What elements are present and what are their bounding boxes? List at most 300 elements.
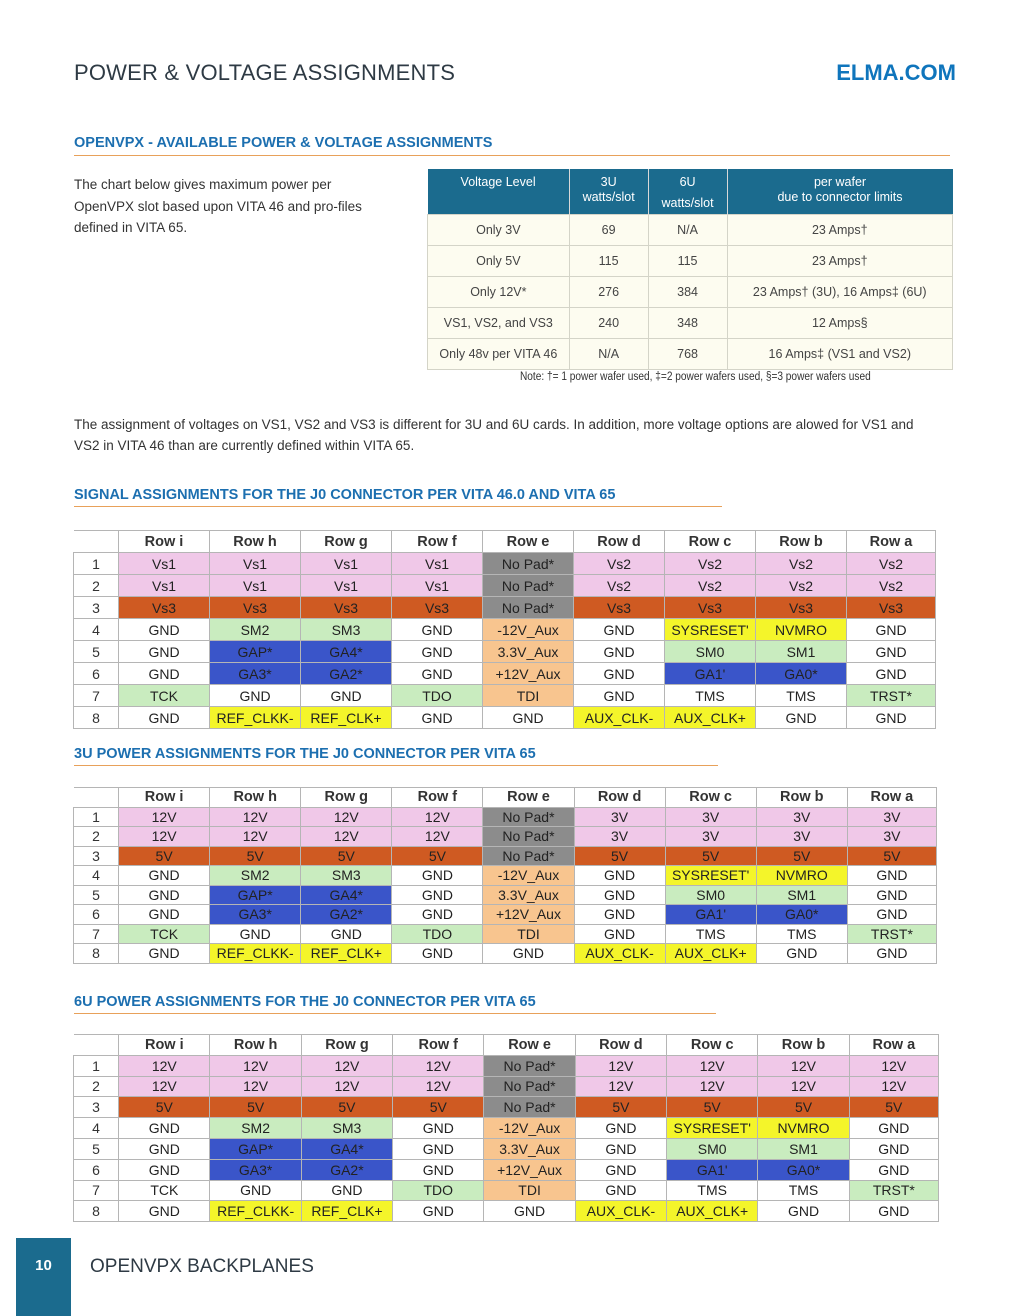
pin-cell: TDO <box>392 685 483 707</box>
pin-cell: REF_CLK+ <box>301 944 392 964</box>
pin-cell: 12V <box>393 1055 484 1076</box>
pin-cell: Vs2 <box>756 553 847 575</box>
pin-cell: TCK <box>119 1180 210 1201</box>
pin-cell: 12V <box>849 1076 938 1097</box>
header-line: 3U <box>600 175 617 189</box>
pin-cell: GND <box>119 866 210 886</box>
power-table-cell: 240 <box>569 308 648 339</box>
footer-label: OPENVPX BACKPLANES <box>90 1256 314 1277</box>
pin-row-number: 3 <box>74 597 119 619</box>
pin-cell: 3V <box>665 827 756 847</box>
pin-cell: No Pad* <box>483 575 574 597</box>
pin-cell: 3V <box>756 827 847 847</box>
pin-row-number: 3 <box>74 846 119 866</box>
power-table-cell: N/A <box>569 339 648 370</box>
pin-cell: 3.3V_Aux <box>483 885 574 905</box>
pin-cell: GND <box>119 663 210 685</box>
pin-table-header-cell: Row g <box>301 788 392 808</box>
page-number-tab <box>16 1238 71 1316</box>
pin-cell: 5V <box>667 1097 758 1118</box>
pin-cell: GAP* <box>210 641 301 663</box>
table-note: Note: †= 1 power wafer used, ‡=2 power wafers used, §=3 power wafers used <box>520 371 871 383</box>
pin-table-row <box>74 1180 939 1201</box>
pin-cell: GND <box>574 663 665 685</box>
pin-cell: 12V <box>119 807 210 827</box>
pin-cell: GND <box>574 924 665 944</box>
pin-cell: 12V <box>210 1055 301 1076</box>
pin-row-number: 1 <box>74 553 119 575</box>
pin-cell: 3V <box>574 827 665 847</box>
pin-cell: 5V <box>119 846 210 866</box>
power-6u-table <box>73 1034 939 1222</box>
pin-row-number: 2 <box>74 1076 119 1097</box>
pin-cell: 3V <box>574 807 665 827</box>
pin-cell: Vs1 <box>301 553 392 575</box>
pin-row-number: 6 <box>74 905 119 925</box>
pin-table-row <box>74 807 937 827</box>
pin-cell: Vs3 <box>847 597 936 619</box>
pin-cell: 3V <box>847 807 936 827</box>
pin-table-row <box>74 827 937 847</box>
pin-table-header-cell <box>74 1035 119 1056</box>
pin-cell: 12V <box>393 1076 484 1097</box>
pin-cell: GND <box>575 1118 666 1139</box>
pin-cell: TMS <box>756 924 847 944</box>
pin-table-header-cell: Row d <box>574 531 665 553</box>
power-table-header-cell <box>569 169 648 215</box>
pin-table-header-cell: Row c <box>665 788 756 808</box>
pin-cell: No Pad* <box>483 846 574 866</box>
pin-cell: GND <box>392 885 483 905</box>
pin-table-row <box>74 1159 939 1180</box>
pin-table-row <box>74 885 937 905</box>
power-table-header-cell <box>727 169 952 215</box>
pin-table-row <box>74 707 936 729</box>
pin-cell: GND <box>393 1201 484 1222</box>
pin-table-row <box>74 641 936 663</box>
pin-table-row <box>74 1118 939 1139</box>
header-line: 6U <box>679 175 696 189</box>
page-number: 10 <box>35 1257 52 1274</box>
pin-table-row <box>74 1201 939 1222</box>
pin-cell: GND <box>119 707 210 729</box>
header-line: due to connector limits <box>777 190 903 204</box>
pin-cell: GND <box>392 944 483 964</box>
pin-cell: SM3 <box>301 866 392 886</box>
pin-cell: GND <box>847 619 936 641</box>
pin-cell: 12V <box>210 807 301 827</box>
pin-cell: 12V <box>575 1076 666 1097</box>
pin-cell: GND <box>574 685 665 707</box>
pin-cell: 12V <box>392 807 483 827</box>
pin-cell: SM1 <box>756 641 847 663</box>
pin-row-number: 5 <box>74 641 119 663</box>
pin-cell: 12V <box>210 1076 301 1097</box>
page-title: POWER & VOLTAGE ASSIGNMENTS <box>74 60 456 85</box>
pin-cell: GND <box>119 1201 210 1222</box>
pin-cell: TMS <box>667 1180 758 1201</box>
pin-cell: GA1' <box>665 663 756 685</box>
pin-row-number: 7 <box>74 685 119 707</box>
pin-cell: 5V <box>665 846 756 866</box>
pin-table-header-cell: Row b <box>756 788 847 808</box>
pin-table-header-cell: Row e <box>483 788 574 808</box>
pin-row-number: 1 <box>74 1055 119 1076</box>
voltage-paragraph: The assignment of voltages on VS1, VS2 and VS3 is different for 3U and 6U cards. In addition, more voltage options are alowed for VS1 and VS2 in VITA 46 than are currently defined within VITA 65. <box>74 417 914 453</box>
section-rule <box>74 506 722 507</box>
pin-cell: Vs3 <box>665 597 756 619</box>
pin-table-row <box>74 663 936 685</box>
pin-cell: GAP* <box>210 1138 301 1159</box>
pin-table-row <box>74 575 936 597</box>
pin-cell: Vs2 <box>847 575 936 597</box>
pin-cell: SM0 <box>667 1138 758 1159</box>
power-table <box>427 169 953 370</box>
pin-table-header <box>74 1035 939 1056</box>
pin-table-row <box>74 1076 939 1097</box>
pin-table-row <box>74 553 936 575</box>
pin-cell: SM2 <box>210 619 301 641</box>
pin-cell: GND <box>210 685 301 707</box>
pin-cell: +12V_Aux <box>483 905 574 925</box>
pin-cell: 12V <box>301 807 392 827</box>
pin-cell: GND <box>119 885 210 905</box>
power-table-cell: 23 Amps† (3U), 16 Amps‡ (6U) <box>727 277 952 308</box>
power-table-cell: 69 <box>569 215 648 246</box>
pin-cell: 5V <box>574 846 665 866</box>
pin-cell: No Pad* <box>483 597 574 619</box>
pin-cell: TDO <box>392 924 483 944</box>
pin-cell: REF_CLK+ <box>301 1201 392 1222</box>
pin-cell: 12V <box>210 827 301 847</box>
pin-cell: 12V <box>119 827 210 847</box>
pin-cell: GND <box>119 619 210 641</box>
pin-table-header-cell: Row e <box>484 1035 575 1056</box>
pin-cell: 5V <box>301 846 392 866</box>
pin-cell: 5V <box>849 1097 938 1118</box>
power-table-body <box>428 215 953 370</box>
pin-cell: SM2 <box>210 866 301 886</box>
pin-table-header-cell: Row f <box>392 531 483 553</box>
pin-cell: 12V <box>119 1076 210 1097</box>
pin-table-row <box>74 944 937 964</box>
power-table-cell: 12 Amps§ <box>727 308 952 339</box>
power-table-cell: Only 12V* <box>428 277 570 308</box>
pin-cell: REF_CLKK- <box>210 707 301 729</box>
pin-cell: GA0* <box>756 663 847 685</box>
pin-cell: 12V <box>301 827 392 847</box>
pin-cell: GND <box>119 905 210 925</box>
pin-cell: GND <box>119 1159 210 1180</box>
pin-table-header <box>74 788 937 808</box>
pin-cell: GND <box>847 905 936 925</box>
pin-cell: GA0* <box>756 905 847 925</box>
pin-table-header-cell: Row h <box>210 788 301 808</box>
pin-cell: GND <box>575 1159 666 1180</box>
pin-cell: 5V <box>575 1097 666 1118</box>
header-line: watts/slot <box>661 196 714 210</box>
site-link[interactable]: ELMA.COM <box>836 60 956 85</box>
pin-cell: GND <box>575 1138 666 1159</box>
pin-table-header-cell: Row c <box>665 531 756 553</box>
pin-cell: GA2* <box>301 663 392 685</box>
pin-cell: -12V_Aux <box>483 619 574 641</box>
pin-cell: 3V <box>847 827 936 847</box>
pin-cell: GND <box>301 1180 392 1201</box>
pin-table-row <box>74 924 937 944</box>
pin-cell: 12V <box>301 1055 392 1076</box>
power-table-row <box>428 277 953 308</box>
pin-cell: GND <box>119 1118 210 1139</box>
pin-cell: GA3* <box>210 1159 301 1180</box>
pin-cell: 5V <box>847 846 936 866</box>
pin-cell: Vs3 <box>210 597 301 619</box>
section-heading-power: OPENVPX - AVAILABLE POWER & VOLTAGE ASSIGNMENTS <box>74 135 493 151</box>
power-table-cell: 115 <box>569 246 648 277</box>
pin-cell: GA4* <box>301 641 392 663</box>
pin-table-header-cell: Row f <box>393 1035 484 1056</box>
pin-table-header-cell: Row g <box>301 531 392 553</box>
pin-cell: 5V <box>119 1097 210 1118</box>
pin-cell: GND <box>847 663 936 685</box>
pin-table-header-cell <box>74 531 119 553</box>
section-rule <box>74 155 950 156</box>
pin-cell: GND <box>849 1159 938 1180</box>
pin-cell: GND <box>574 866 665 886</box>
pin-cell: GND <box>484 1201 575 1222</box>
pin-row-number: 4 <box>74 866 119 886</box>
pin-row-number: 6 <box>74 1159 119 1180</box>
pin-row-number: 3 <box>74 1097 119 1118</box>
pin-cell: TDI <box>484 1180 575 1201</box>
pin-cell: 12V <box>119 1055 210 1076</box>
pin-table-header-cell: Row e <box>483 531 574 553</box>
pin-cell: GND <box>574 885 665 905</box>
pin-cell: GND <box>392 905 483 925</box>
power-table-cell: 23 Amps† <box>727 246 952 277</box>
pin-cell: GA1' <box>667 1159 758 1180</box>
pin-cell: TCK <box>119 924 210 944</box>
pin-cell: GND <box>393 1138 484 1159</box>
pin-cell: AUX_CLK+ <box>667 1201 758 1222</box>
pin-table-header-cell: Row f <box>392 788 483 808</box>
pin-cell: GA4* <box>301 885 392 905</box>
header-line: per wafer <box>813 175 867 189</box>
pin-cell: GAP* <box>210 885 301 905</box>
pin-table-row <box>74 597 936 619</box>
pin-table-header <box>74 531 936 553</box>
pin-cell: 5V <box>301 1097 392 1118</box>
pin-cell: 3.3V_Aux <box>483 641 574 663</box>
power-3u-table <box>73 787 937 964</box>
pin-row-number: 7 <box>74 924 119 944</box>
pin-cell: Vs3 <box>301 597 392 619</box>
pin-cell: Vs2 <box>574 553 665 575</box>
pin-cell: SM1 <box>756 885 847 905</box>
pin-table-header-cell: Row a <box>849 1035 938 1056</box>
pin-cell: No Pad* <box>483 807 574 827</box>
pin-row-number: 2 <box>74 575 119 597</box>
pin-cell: TRST* <box>849 1180 938 1201</box>
signal-assignment-table <box>73 530 936 729</box>
pin-table-header-cell: Row i <box>119 788 210 808</box>
section-rule <box>74 765 718 766</box>
pin-cell: TRST* <box>847 685 936 707</box>
section-heading-signal: SIGNAL ASSIGNMENTS FOR THE J0 CONNECTOR PER VITA 46.0 AND VITA 65 <box>74 487 616 503</box>
pin-cell: +12V_Aux <box>483 663 574 685</box>
pin-cell: Vs3 <box>392 597 483 619</box>
pin-table-header-cell: Row b <box>756 531 847 553</box>
pin-table-header-cell: Row i <box>119 531 210 553</box>
section-heading-6u: 6U POWER ASSIGNMENTS FOR THE J0 CONNECTOR PER VITA 65 <box>74 994 536 1010</box>
pin-cell: Vs3 <box>574 597 665 619</box>
power-table-header-cell <box>648 169 727 215</box>
pin-cell: Vs3 <box>756 597 847 619</box>
pin-cell: 3V <box>756 807 847 827</box>
pin-cell: No Pad* <box>483 827 574 847</box>
pin-cell: +12V_Aux <box>484 1159 575 1180</box>
pin-table-header-cell: Row g <box>301 1035 392 1056</box>
power-table-cell: 115 <box>648 246 727 277</box>
pin-row-number: 8 <box>74 944 119 964</box>
pin-cell: Vs1 <box>392 575 483 597</box>
pin-cell: 12V <box>392 827 483 847</box>
pin-cell: 12V <box>575 1055 666 1076</box>
pin-cell: AUX_CLK+ <box>665 707 756 729</box>
pin-cell: TRST* <box>847 924 936 944</box>
pin-cell: Vs1 <box>301 575 392 597</box>
pin-cell: GND <box>119 944 210 964</box>
power-table-cell: Only 48v per VITA 46 <box>428 339 570 370</box>
pin-cell: No Pad* <box>483 553 574 575</box>
pin-cell: 5V <box>756 846 847 866</box>
pin-table-header-cell: Row d <box>574 788 665 808</box>
pin-table-row <box>74 866 937 886</box>
header-line: watts/slot <box>582 190 635 204</box>
pin-cell: 5V <box>758 1097 849 1118</box>
pin-cell: 5V <box>392 846 483 866</box>
pin-cell: AUX_CLK- <box>574 707 665 729</box>
pin-cell: GND <box>758 1201 849 1222</box>
pin-cell: Vs2 <box>756 575 847 597</box>
pin-table-row <box>74 905 937 925</box>
pin-table-row <box>74 846 937 866</box>
pin-row-number: 4 <box>74 619 119 641</box>
pin-cell: No Pad* <box>484 1055 575 1076</box>
pin-cell: TMS <box>665 924 756 944</box>
pin-cell: TDI <box>483 924 574 944</box>
power-table-row <box>428 215 953 246</box>
pin-cell: TMS <box>665 685 756 707</box>
pin-table-header-cell: Row h <box>210 1035 301 1056</box>
pin-cell: REF_CLKK- <box>210 944 301 964</box>
pin-row-number: 4 <box>74 1118 119 1139</box>
pin-cell: 12V <box>849 1055 938 1076</box>
pin-row-number: 7 <box>74 1180 119 1201</box>
pin-table-header-cell: Row a <box>847 788 936 808</box>
section-rule <box>74 1013 716 1014</box>
pin-cell: SYSRESET' <box>667 1118 758 1139</box>
pin-cell: 5V <box>393 1097 484 1118</box>
power-table-cell: 768 <box>648 339 727 370</box>
pin-cell: GND <box>756 707 847 729</box>
pin-cell: NVMRO <box>756 619 847 641</box>
pin-cell: 12V <box>667 1055 758 1076</box>
pin-cell: SM2 <box>210 1118 301 1139</box>
pin-cell: GND <box>301 924 392 944</box>
pin-row-number: 8 <box>74 707 119 729</box>
pin-cell: GND <box>119 641 210 663</box>
pin-table-row <box>74 619 936 641</box>
pin-cell: GND <box>483 707 574 729</box>
pin-cell: Vs3 <box>119 597 210 619</box>
power-table-header <box>428 169 953 215</box>
pin-cell: NVMRO <box>758 1118 849 1139</box>
pin-table-row <box>74 1097 939 1118</box>
pin-cell: Vs1 <box>119 575 210 597</box>
pin-cell: GA2* <box>301 1159 392 1180</box>
pin-cell: GND <box>393 1118 484 1139</box>
pin-row-number: 5 <box>74 1138 119 1159</box>
power-table-cell: Only 5V <box>428 246 570 277</box>
pin-cell: NVMRO <box>756 866 847 886</box>
pin-cell: No Pad* <box>484 1076 575 1097</box>
header-line: Voltage Level <box>460 175 536 189</box>
pin-table-row <box>74 1138 939 1159</box>
pin-cell: GND <box>847 641 936 663</box>
pin-cell: 12V <box>758 1055 849 1076</box>
pin-cell: TMS <box>756 685 847 707</box>
pin-cell: GA4* <box>301 1138 392 1159</box>
pin-cell: -12V_Aux <box>483 866 574 886</box>
pin-cell: GA0* <box>758 1159 849 1180</box>
power-table-row <box>428 339 953 370</box>
pin-table-header-cell: Row d <box>575 1035 666 1056</box>
pin-cell: GA3* <box>210 905 301 925</box>
pin-row-number: 2 <box>74 827 119 847</box>
pin-cell: Vs2 <box>574 575 665 597</box>
pin-cell: REF_CLKK- <box>210 1201 301 1222</box>
pin-cell: GND <box>119 1138 210 1159</box>
pin-table-header-cell: Row c <box>667 1035 758 1056</box>
pin-cell: GND <box>847 866 936 886</box>
pin-cell: GND <box>393 1159 484 1180</box>
pin-cell: Vs1 <box>210 575 301 597</box>
pin-cell: 3.3V_Aux <box>484 1138 575 1159</box>
pin-cell: 5V <box>210 1097 301 1118</box>
pin-cell: SM3 <box>301 1118 392 1139</box>
pin-row-number: 6 <box>74 663 119 685</box>
section-heading-3u: 3U POWER ASSIGNMENTS FOR THE J0 CONNECTOR PER VITA 65 <box>74 746 536 762</box>
pin-cell: GND <box>392 866 483 886</box>
pin-cell: REF_CLK+ <box>301 707 392 729</box>
pin-cell: GND <box>574 641 665 663</box>
pin-table-header-cell: Row i <box>119 1035 210 1056</box>
pin-cell: GND <box>849 1138 938 1159</box>
pin-table-header-cell: Row b <box>758 1035 849 1056</box>
pin-table-header-cell <box>74 788 119 808</box>
power-table-cell: 348 <box>648 308 727 339</box>
pin-cell: SYSRESET' <box>665 866 756 886</box>
pin-cell: SM0 <box>665 885 756 905</box>
pin-cell: 12V <box>301 1076 392 1097</box>
power-table-cell: 276 <box>569 277 648 308</box>
pin-cell: GND <box>210 924 301 944</box>
pin-cell: SYSRESET' <box>665 619 756 641</box>
pin-cell: -12V_Aux <box>484 1118 575 1139</box>
pin-cell: TMS <box>758 1180 849 1201</box>
pin-cell: SM1 <box>758 1138 849 1159</box>
